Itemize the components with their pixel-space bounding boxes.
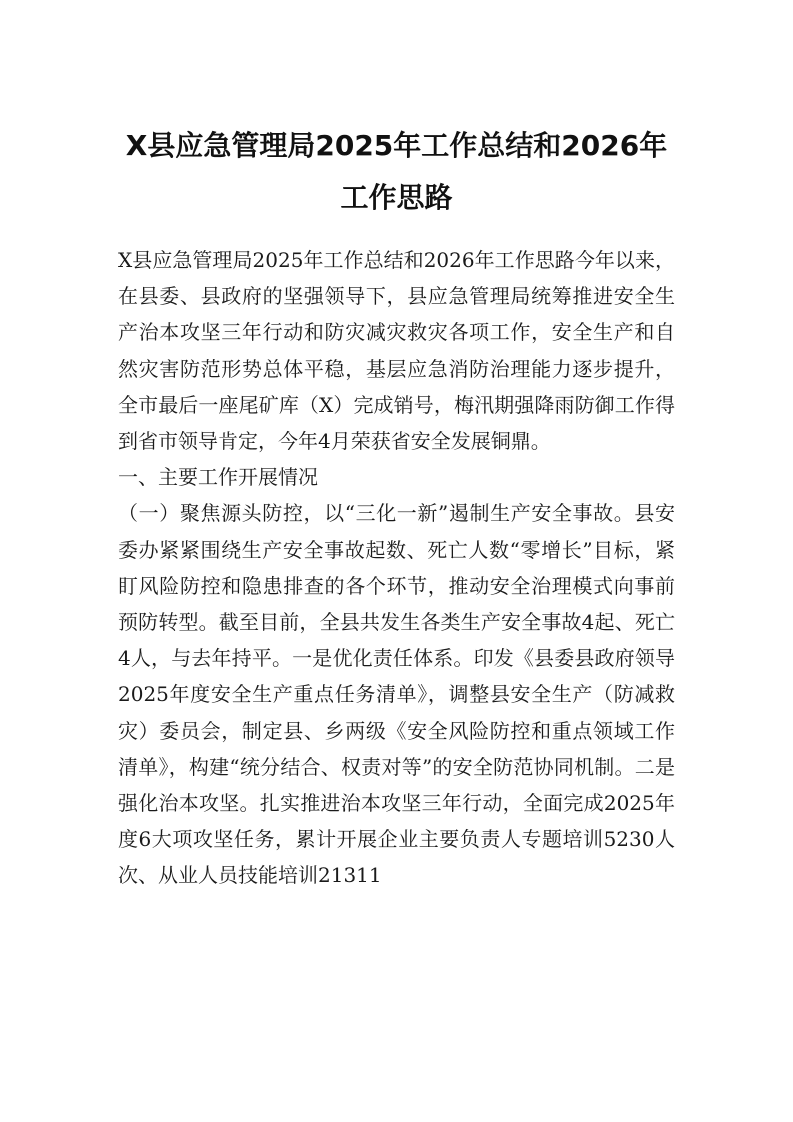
- subsection-paragraph: （一）聚焦源头防控，以“三化一新”遏制生产安全事故。县安委办紧紧围绕生产安全事故起数、死亡人数“零增长”目标，紧盯风险防控和隐患排查的各个环节，推动安全治理模式向事前预防转型。截至目前，全县共发生各类生产安全事故4起、死亡4人，与去年持平。一是优化责任体系。印发《县委县政府领导2025年度安全生产重点任务清单》，调整县安全生产（防减救灾）委员会，制定县、乡两级《安全风险防控和重点领域工作清单》，构建“统分结合、权责对等”的安全防范协同机制。二是强化治本攻坚。扎实推进治本攻坚三年行动，全面完成2025年度6大项攻坚任务，累计开展企业主要负责人专题培训5230人次、从业人员技能培训21311: [118, 501, 675, 888]
- intro-paragraph: X县应急管理局2025年工作总结和2026年工作思路今年以来，在县委、县政府的坚强领导下，县应急管理局统筹推进安全生产治本攻坚三年行动和防灾减灾救灾各项工作，安全生产和自然灾害防范形势总体平稳，基层应急消防治理能力逐步提升，全市最后一座尾矿库（X）完成销号，梅汛期强降雨防御工作得到省市领导肯定，今年4月荣获省安全发展铜鼎。: [118, 248, 675, 454]
- section-heading: 一、主要工作开展情况: [118, 465, 318, 490]
- document-title: X县应急管理局2025年工作总结和2026年工作思路: [125, 129, 668, 214]
- document-body: [118, 242, 675, 894]
